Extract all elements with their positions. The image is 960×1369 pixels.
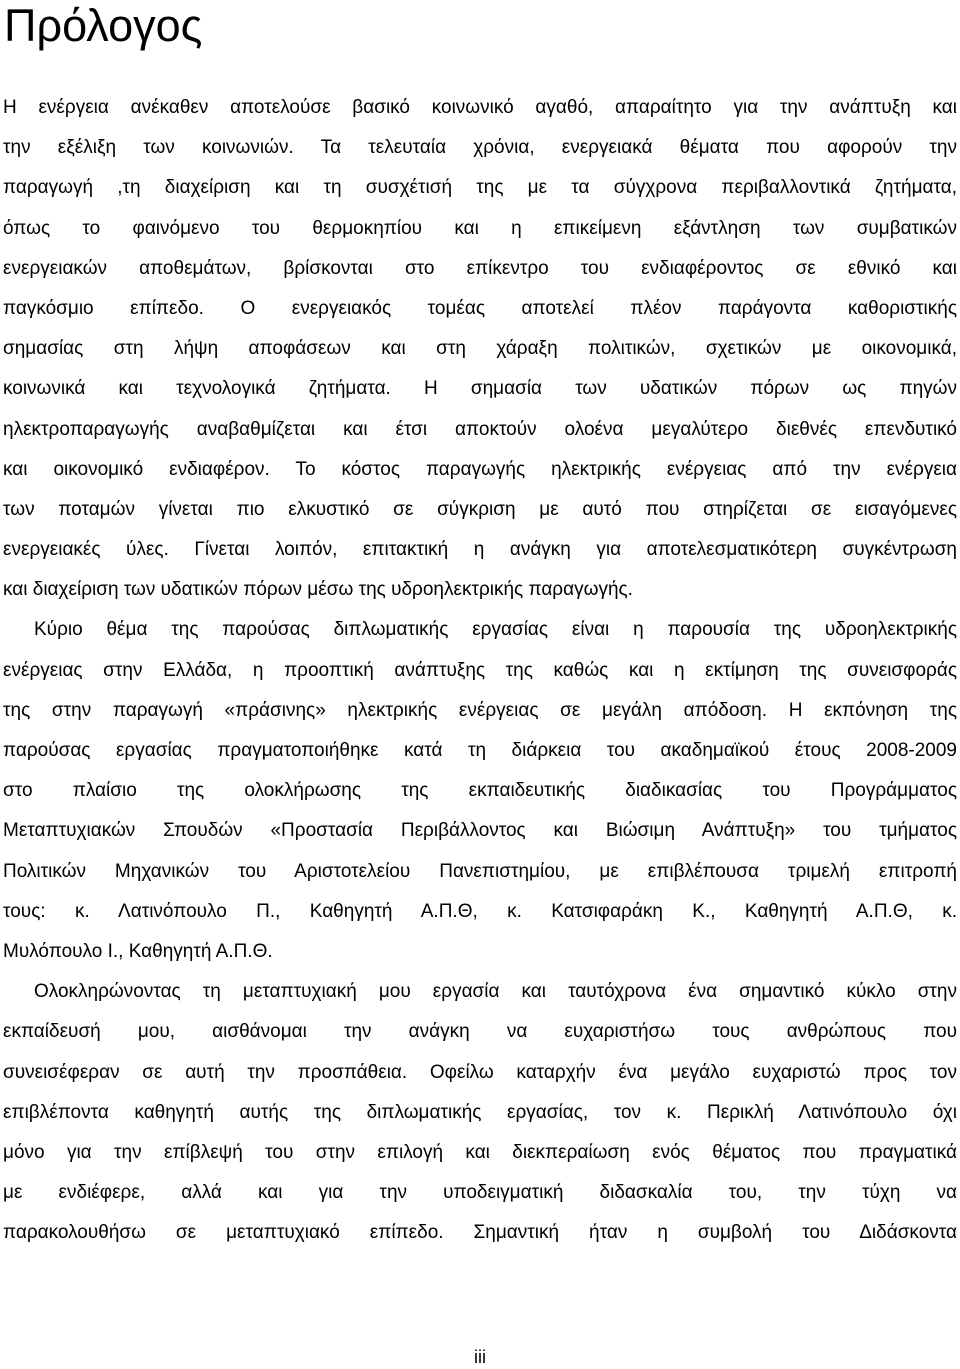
text-line: ενεργειακών αποθεμάτων, βρίσκονται στο επίκεντρο του ενδιαφέροντος σε εθνικό και	[3, 257, 957, 279]
text-line: Μυλόπουλο Ι., Καθηγητή Α.Π.Θ.	[3, 940, 273, 962]
text-line: παραγωγή ,τη διαχείριση και τη συσχέτισή της με τα σύγχρονα περιβαλλοντικά ζητήματα,	[3, 177, 957, 199]
text-line: επιβλέποντα καθηγητή αυτής της διπλωματικής εργασίας, τον κ. Περικλή Λατινόπουλο όχι	[3, 1101, 957, 1123]
page-number: iii	[474, 1347, 486, 1367]
text-line: Ολοκληρώνοντας τη μεταπτυχιακή μου εργασία και ταυτόχρονα ένα σημαντικό κύκλο στην	[34, 981, 957, 1003]
text-line: των ποταμών γίνεται πιο ελκυστικό σε σύγκριση με αυτό που στηρίζεται σε εισαγόμενες	[3, 498, 957, 520]
text-line: μόνο για την επίβλεψή του στην επιλογή και διεκπεραίωση ενός θέματος που πραγματικά	[3, 1141, 957, 1163]
paragraph-intro	[3, 88, 957, 610]
text-line: παγκόσμιο επίπεδο. Ο ενεργειακός τομέας αποτελεί πλέον παράγοντα καθοριστικής	[3, 297, 957, 319]
text-line: και διαχείριση των υδατικών πόρων μέσω της υδροηλεκτρικής παραγωγής.	[3, 579, 633, 601]
text-line: στο πλαίσιο της ολοκλήρωσης της εκπαιδευτικής διαδικασίας του Προγράμματος	[3, 780, 957, 802]
text-line: Πολιτικών Μηχανικών του Αριστοτελείου Πανεπιστημίου, με επιβλέπουσα τριμελή επιτροπή	[3, 860, 957, 882]
text-line: κοινωνικά και τεχνολογικά ζητήματα. Η σημασία των υδατικών πόρων ως πηγών	[3, 378, 957, 400]
page-title: Πρόλογος	[4, 0, 203, 51]
text-line: συνεισέφεραν σε αυτή την προσπάθεια. Οφείλω καταρχήν ένα μεγάλο ευχαριστώ προς τον	[3, 1061, 957, 1083]
body-text	[3, 88, 957, 1253]
paragraph-subject	[3, 610, 957, 972]
text-line: εκπαίδευσή μου, αισθάνομαι την ανάγκη να ευχαριστήσω τους ανθρώπους που	[3, 1021, 957, 1043]
text-line: την εξέλιξη των κοινωνιών. Τα τελευταία χρόνια, ενεργειακά θέματα που αφορούν την	[3, 137, 957, 159]
text-line: Κύριο θέμα της παρούσας διπλωματικής εργασίας είναι η παρουσία της υδροηλεκτρικής	[34, 619, 957, 641]
text-line: ηλεκτροπαραγωγής αναβαθμίζεται και έτσι αποκτούν ολοένα μεγαλύτερο διεθνές επενδυτικό	[3, 418, 957, 440]
text-line: και οικονομικό ενδιαφέρον. Το κόστος παραγωγής ηλεκτρικής ενέργειας από την ενέργεια	[3, 458, 957, 480]
text-line: Η ενέργεια ανέκαθεν αποτελούσε βασικό κοινωνικό αγαθό, απαραίτητο για την ανάπτυξη και	[3, 97, 957, 118]
text-line: με ενδιέφερε, αλλά και για την υποδειγματική διδασκαλία του, την τύχη να	[3, 1182, 957, 1204]
text-line: τους: κ. Λατινόπουλο Π., Καθηγητή Α.Π.Θ, κ. Κατσιφαράκη Κ., Καθηγητή Α.Π.Θ, κ.	[3, 900, 957, 922]
text-line: όπως το φαινόμενο του θερμοκηπίου και η επικείμενη εξάντληση των συμβατικών	[3, 217, 957, 239]
text-line: ενέργειας στην Ελλάδα, η προοπτική ανάπτυξης της καθώς και η εκτίμηση της συνεισφοράς	[3, 659, 957, 681]
text-line: παρούσας εργασίας πραγματοποιήθηκε κατά τη διάρκεια του ακαδημαϊκού έτους 2008-2009	[3, 740, 957, 761]
text-line: της στην παραγωγή «πράσινης» ηλεκτρικής ενέργειας σε μεγάλη απόδοση. Η εκπόνηση της	[3, 699, 957, 721]
text-line: παρακολουθήσω σε μεταπτυχιακό επίπεδο. Σημαντική ήταν η συμβολή του Διδάσκοντα	[3, 1222, 957, 1244]
text-line: Μεταπτυχιακών Σπουδών «Προστασία Περιβάλλοντος και Βιώσιμη Ανάπτυξη» του τμήματος	[3, 820, 957, 842]
paragraph-acknowledgements	[3, 972, 957, 1253]
text-line: ενεργειακές ύλες. Γίνεται λοιπόν, επιτακτική η ανάγκη για αποτελεσματικότερη συγκέντρωση	[3, 539, 957, 561]
text-line: σημασίας στη λήψη αποφάσεων και στη χάραξη πολιτικών, σχετικών με οικονομικά,	[3, 338, 957, 360]
